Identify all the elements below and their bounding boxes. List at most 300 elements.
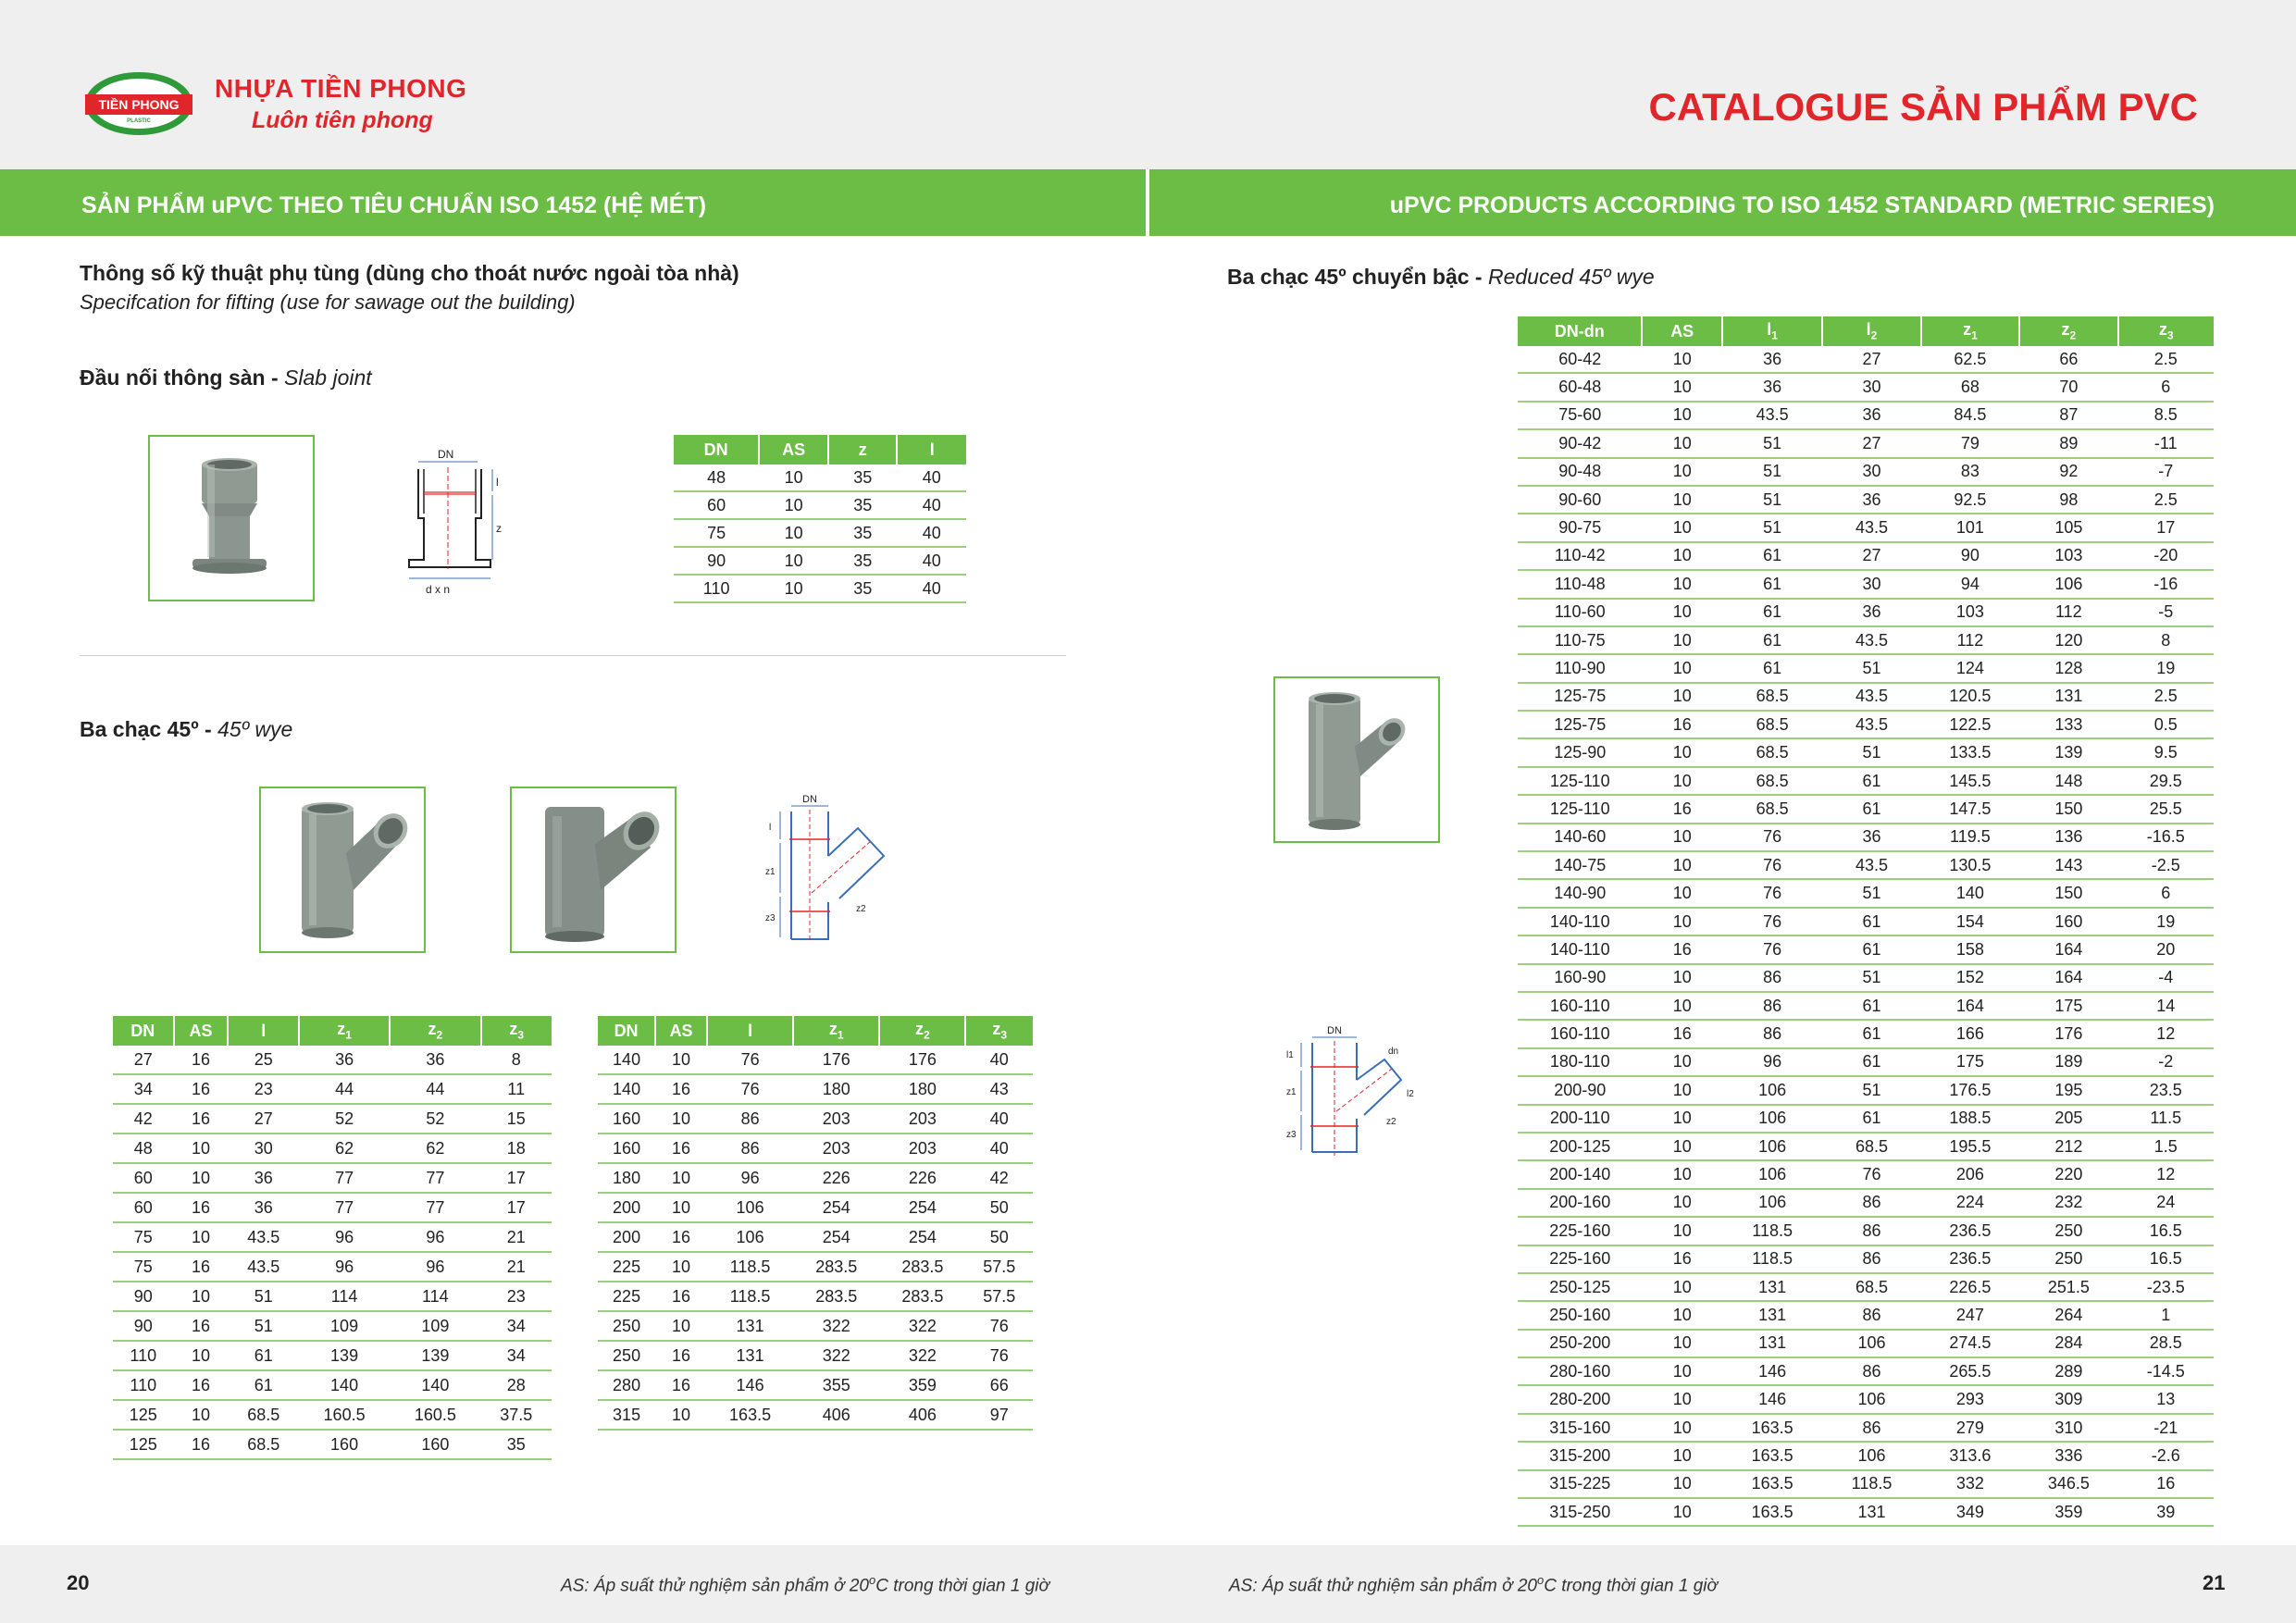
table-cell: 18	[481, 1134, 552, 1163]
table-cell: 180	[598, 1163, 655, 1193]
col-header: $z_3$	[965, 1016, 1033, 1046]
table-cell: 133	[2019, 711, 2117, 738]
table-cell: 90	[113, 1282, 174, 1311]
table-cell: 40	[965, 1046, 1033, 1074]
table-cell: 16	[655, 1134, 707, 1163]
table-cell: 163.5	[1722, 1414, 1822, 1442]
col-header: AS	[655, 1016, 707, 1046]
table-cell: 48	[674, 465, 759, 491]
table-cell: 10	[1642, 1273, 1721, 1301]
table-cell: 76	[1722, 879, 1822, 907]
table-row	[113, 1252, 552, 1282]
table-cell: 110	[113, 1370, 174, 1400]
table-cell: -16	[2118, 570, 2214, 598]
table-cell: 27	[1822, 542, 1920, 570]
col-header: $l_2$	[1822, 316, 1920, 346]
catalogue-title: CATALOGUE SẢN PHẨM PVC	[1648, 85, 2198, 129]
table-cell: 147.5	[1921, 795, 2019, 823]
table-row	[598, 1282, 1033, 1311]
table-cell: 200-160	[1518, 1189, 1642, 1217]
table-cell: 20	[2118, 935, 2214, 963]
table-cell: 76	[1722, 824, 1822, 851]
table-cell: 10	[1642, 599, 1721, 626]
table-row	[1518, 1020, 2214, 1047]
table-cell: 106	[2019, 570, 2117, 598]
page-number-right: 21	[2203, 1571, 2226, 1594]
table-cell: 16	[174, 1046, 229, 1074]
table-cell: 17	[2118, 514, 2214, 541]
table-cell: 96	[299, 1252, 390, 1282]
table-cell: 232	[2019, 1189, 2117, 1217]
table-row	[113, 1282, 552, 1311]
table-cell: 68.5	[1722, 683, 1822, 711]
table-cell: 61	[1822, 935, 1920, 963]
table-cell: 203	[879, 1134, 965, 1163]
table-cell: 86	[707, 1104, 793, 1134]
table-cell: 125-75	[1518, 683, 1642, 711]
table-cell: 61	[1822, 795, 1920, 823]
col-header: $z_1$	[299, 1016, 390, 1046]
table-cell: 322	[879, 1311, 965, 1341]
table-cell: 52	[299, 1104, 390, 1134]
svg-text:TIỀN PHONG: TIỀN PHONG	[98, 97, 180, 112]
table-cell: 62.5	[1921, 346, 2019, 373]
table-cell: 98	[2019, 486, 2117, 514]
table-cell: 61	[1822, 992, 1920, 1020]
table-cell: 43.5	[1822, 851, 1920, 879]
table-row	[674, 575, 966, 602]
table-cell: 10	[1642, 1105, 1721, 1133]
table-cell: 76	[1722, 908, 1822, 935]
table-cell: 10	[1642, 908, 1721, 935]
table-cell: 125	[113, 1430, 174, 1459]
table-cell: 2.5	[2118, 346, 2214, 373]
table-cell: 40	[965, 1134, 1033, 1163]
table-cell: 36	[1722, 346, 1822, 373]
table-cell: 274.5	[1921, 1330, 2019, 1357]
table-cell: 164	[1921, 992, 2019, 1020]
table-cell: 283.5	[793, 1282, 879, 1311]
table-cell: 254	[879, 1193, 965, 1222]
table-cell: 51	[1722, 486, 1822, 514]
svg-text:DN: DN	[1327, 1025, 1342, 1036]
table-cell: 61	[1722, 599, 1822, 626]
table-cell: -7	[2118, 458, 2214, 486]
table-cell: 310	[2019, 1414, 2117, 1442]
brand-slogan: Luôn tiên phong	[252, 107, 433, 133]
table-cell: 254	[879, 1222, 965, 1252]
table-cell: 51	[228, 1311, 298, 1341]
table-row	[1518, 1498, 2214, 1526]
table-cell: 96	[1722, 1048, 1822, 1076]
table-cell: 140	[598, 1046, 655, 1074]
table-cell: 16	[174, 1311, 229, 1341]
table-row	[674, 547, 966, 575]
table-cell: 359	[879, 1370, 965, 1400]
col-header: z	[828, 435, 898, 465]
svg-text:z: z	[496, 522, 502, 535]
table-cell: 128	[2019, 654, 2117, 682]
table-cell: 8	[481, 1046, 552, 1074]
table-cell: 160.5	[390, 1400, 480, 1430]
table-cell: 57.5	[965, 1282, 1033, 1311]
table-cell: 9.5	[2118, 738, 2214, 766]
table-cell: 160-90	[1518, 964, 1642, 992]
table-row	[1518, 1273, 2214, 1301]
table-cell: 250-160	[1518, 1301, 1642, 1329]
table-cell: 112	[2019, 599, 2117, 626]
table-cell: 86	[1822, 1357, 1920, 1385]
table-row	[1518, 1301, 2214, 1329]
table-cell: 10	[1642, 1189, 1721, 1217]
table-cell: 106	[1722, 1105, 1822, 1133]
table-cell: 61	[1822, 1020, 1920, 1047]
table-row	[113, 1341, 552, 1370]
wye45-title-en: 45º wye	[217, 717, 293, 741]
col-header: DN	[113, 1016, 174, 1046]
table-cell: 106	[1722, 1160, 1822, 1188]
table-cell: 106	[1722, 1076, 1822, 1104]
table-cell: 30	[1822, 458, 1920, 486]
table-cell: 336	[2019, 1442, 2117, 1469]
table-cell: 180-110	[1518, 1048, 1642, 1076]
table-cell: 236.5	[1921, 1245, 2019, 1273]
svg-text:DN: DN	[802, 794, 817, 805]
col-header: $z_3$	[2118, 316, 2214, 346]
table-cell: 10	[1642, 1160, 1721, 1188]
table-cell: 10	[1642, 964, 1721, 992]
table-cell: 10	[655, 1311, 707, 1341]
table-cell: 23.5	[2118, 1076, 2214, 1104]
page-footer	[0, 1545, 2296, 1623]
table-cell: 205	[2019, 1105, 2117, 1133]
table-cell: 51	[1822, 879, 1920, 907]
table-cell: 11	[481, 1074, 552, 1104]
table-cell: 51	[1822, 964, 1920, 992]
table-cell: 10	[1642, 429, 1721, 457]
table-cell: 19	[2118, 654, 2214, 682]
table-cell: 92	[2019, 458, 2117, 486]
table-cell: 51	[1822, 738, 1920, 766]
table-cell: 176	[879, 1046, 965, 1074]
table-cell: 10	[1642, 373, 1721, 401]
table-row	[674, 519, 966, 547]
table-cell: 36	[1822, 402, 1920, 429]
table-cell: 86	[1822, 1301, 1920, 1329]
table-cell: 140	[390, 1370, 480, 1400]
table-cell: 125	[113, 1400, 174, 1430]
table-cell: 164	[2019, 964, 2117, 992]
table-cell: 90-75	[1518, 514, 1642, 541]
table-cell: 61	[1822, 1105, 1920, 1133]
table-row	[1518, 683, 2214, 711]
table-cell: 27	[1822, 346, 1920, 373]
table-row	[1518, 1105, 2214, 1133]
table-cell: 139	[299, 1341, 390, 1370]
table-cell: 14	[2118, 992, 2214, 1020]
table-cell: 96	[390, 1252, 480, 1282]
table-cell: 176	[2019, 1020, 2117, 1047]
company-logo	[83, 70, 194, 137]
table-cell: 131	[1722, 1273, 1822, 1301]
table-cell: 120	[2019, 626, 2117, 654]
table-cell: 163.5	[707, 1400, 793, 1430]
table-row	[1518, 1160, 2214, 1188]
table-cell: 250-125	[1518, 1273, 1642, 1301]
table-cell: 110-90	[1518, 654, 1642, 682]
table-cell: 195.5	[1921, 1133, 2019, 1160]
table-cell: 110-42	[1518, 542, 1642, 570]
table-cell: 35	[828, 465, 898, 491]
table-cell: 283.5	[793, 1252, 879, 1282]
table-cell: 15	[481, 1104, 552, 1134]
table-row	[1518, 1245, 2214, 1273]
section-banner-right: uPVC PRODUCTS ACCORDING TO ISO 1452 STANDARD (METRIC SERIES)	[1149, 169, 2296, 236]
table-row	[1518, 964, 2214, 992]
table-cell: 86	[707, 1134, 793, 1163]
table-cell: -2.6	[2118, 1442, 2214, 1469]
spec-title: Thông số kỹ thuật phụ tùng (dùng cho thoát nước ngoài tòa nhà)	[80, 261, 739, 285]
table-cell: 10	[1642, 1470, 1721, 1498]
table-cell: 61	[228, 1341, 298, 1370]
table-cell: 86	[1822, 1414, 1920, 1442]
table-row	[1518, 570, 2214, 598]
table-cell: 118.5	[1822, 1470, 1920, 1498]
table-cell: 30	[1822, 373, 1920, 401]
table-cell: 283.5	[879, 1252, 965, 1282]
table-row	[1518, 1048, 2214, 1076]
table-cell: 28	[481, 1370, 552, 1400]
table-cell: 16	[655, 1370, 707, 1400]
table-cell: 21	[481, 1252, 552, 1282]
col-header: $z_1$	[1921, 316, 2019, 346]
table-cell: 43	[965, 1074, 1033, 1104]
table-cell: 195	[2019, 1076, 2117, 1104]
section-banner-left: SẢN PHẨM uPVC THEO TIÊU CHUẨN ISO 1452 (HỆ MÉT)	[0, 169, 1146, 236]
svg-text:z3: z3	[1286, 1130, 1297, 1140]
table-cell: 90-48	[1518, 458, 1642, 486]
table-cell: 280	[598, 1370, 655, 1400]
table-cell: 176.5	[1921, 1076, 2019, 1104]
table-row	[1518, 599, 2214, 626]
table-cell: -21	[2118, 1414, 2214, 1442]
table-cell: 250	[598, 1311, 655, 1341]
table-row	[598, 1400, 1033, 1430]
table-row	[1518, 935, 2214, 963]
table-cell: 200-110	[1518, 1105, 1642, 1133]
table-cell: 250-200	[1518, 1330, 1642, 1357]
col-header: $z_2$	[2019, 316, 2117, 346]
table-cell: 203	[793, 1134, 879, 1163]
table-cell: 10	[174, 1282, 229, 1311]
table-cell: 10	[174, 1134, 229, 1163]
table-cell: 96	[390, 1222, 480, 1252]
table-cell: -2.5	[2118, 851, 2214, 879]
slab-joint-title-vi: Đầu nối thông sàn -	[80, 365, 285, 390]
table-cell: 90	[674, 547, 759, 575]
reduced-wye-title-en: Reduced 45º wye	[1487, 265, 1655, 289]
table-cell: 77	[299, 1193, 390, 1222]
table-cell: 75	[113, 1252, 174, 1282]
table-row	[598, 1046, 1033, 1074]
table-cell: 118.5	[1722, 1217, 1822, 1245]
table-cell: 86	[1722, 992, 1822, 1020]
col-header: l	[707, 1016, 793, 1046]
table-cell: 355	[793, 1370, 879, 1400]
table-cell: 146	[1722, 1357, 1822, 1385]
table-row	[1518, 626, 2214, 654]
table-row	[598, 1193, 1033, 1222]
table-row	[1518, 402, 2214, 429]
table-cell: 2.5	[2118, 486, 2214, 514]
table-cell: 61	[1822, 767, 1920, 795]
col-header: AS	[174, 1016, 229, 1046]
table-cell: 13	[2118, 1385, 2214, 1413]
table-cell: 90	[1921, 542, 2019, 570]
table-row	[598, 1074, 1033, 1104]
table-cell: 106	[707, 1222, 793, 1252]
table-cell: 114	[299, 1282, 390, 1311]
table-cell: -5	[2118, 599, 2214, 626]
table-cell: 16	[174, 1370, 229, 1400]
table-cell: 293	[1921, 1385, 2019, 1413]
brand-name: NHỰA TIỀN PHONG	[215, 74, 467, 103]
table-cell: 16.5	[2118, 1245, 2214, 1273]
table-cell: 10	[174, 1222, 229, 1252]
table-cell: 160	[2019, 908, 2117, 935]
table-cell: 130.5	[1921, 851, 2019, 879]
table-cell: 309	[2019, 1385, 2117, 1413]
wye45-table-2	[598, 1016, 1033, 1431]
table-row	[1518, 767, 2214, 795]
table-cell: 68.5	[1722, 711, 1822, 738]
table-cell: 164	[2019, 935, 2117, 963]
table-cell: 61	[1722, 626, 1822, 654]
table-cell: 140-75	[1518, 851, 1642, 879]
table-row	[598, 1134, 1033, 1163]
table-cell: 225-160	[1518, 1217, 1642, 1245]
table-cell: 10	[1642, 402, 1721, 429]
table-cell: 10	[1642, 738, 1721, 766]
svg-text:l: l	[769, 823, 772, 833]
table-cell: 203	[793, 1104, 879, 1134]
table-cell: 12	[2118, 1020, 2214, 1047]
table-cell: 406	[793, 1400, 879, 1430]
table-cell: 250	[2019, 1245, 2117, 1273]
table-row	[1518, 486, 2214, 514]
table-cell: 160-110	[1518, 992, 1642, 1020]
table-cell: 17	[481, 1193, 552, 1222]
table-cell: 163.5	[1722, 1442, 1822, 1469]
table-cell: 97	[965, 1400, 1033, 1430]
table-cell: 10	[1642, 879, 1721, 907]
table-cell: 43.5	[228, 1252, 298, 1282]
table-cell: 51	[1822, 1076, 1920, 1104]
table-cell: 16	[1642, 795, 1721, 823]
col-header: DN-dn	[1518, 316, 1642, 346]
table-cell: 106	[1722, 1133, 1822, 1160]
table-cell: 146	[1722, 1385, 1822, 1413]
table-cell: 10	[1642, 486, 1721, 514]
table-cell: 280-160	[1518, 1357, 1642, 1385]
wye45-photo-2	[510, 787, 676, 953]
table-cell: 61	[1722, 542, 1822, 570]
table-cell: 406	[879, 1400, 965, 1430]
wye45-title	[80, 717, 292, 742]
svg-text:z2: z2	[1386, 1117, 1396, 1127]
table-cell: 315-200	[1518, 1442, 1642, 1469]
col-header: $z_1$	[793, 1016, 879, 1046]
table-cell: 40	[897, 547, 966, 575]
table-row	[113, 1046, 552, 1074]
table-cell: 10	[1642, 1330, 1721, 1357]
table-cell: 39	[2118, 1498, 2214, 1526]
table-cell: 16	[174, 1074, 229, 1104]
table-cell: 28.5	[2118, 1330, 2214, 1357]
table-cell: 23	[228, 1074, 298, 1104]
footnote-left: AS: Áp suất thử nghiệm sản phẩm ở 20$^o$C trong thời gian 1 giờ	[561, 1573, 1049, 1596]
table-cell: 10	[1642, 1076, 1721, 1104]
table-row	[1518, 1133, 2214, 1160]
table-cell: 279	[1921, 1414, 2019, 1442]
table-cell: 131	[2019, 683, 2117, 711]
table-cell: 2.5	[2118, 683, 2214, 711]
table-cell: 19	[2118, 908, 2214, 935]
table-cell: 61	[1822, 1048, 1920, 1076]
table-cell: 79	[1921, 429, 2019, 457]
table-cell: 264	[2019, 1301, 2117, 1329]
table-cell: 180	[879, 1074, 965, 1104]
table-row	[598, 1222, 1033, 1252]
table-cell: 94	[1921, 570, 2019, 598]
table-cell: 247	[1921, 1301, 2019, 1329]
table-cell: 120.5	[1921, 683, 2019, 711]
table-cell: 76	[965, 1341, 1033, 1370]
slab-joint-title-en: Slab joint	[284, 365, 372, 390]
table-cell: 84.5	[1921, 402, 2019, 429]
table-row	[113, 1193, 552, 1222]
table-cell: 1	[2118, 1301, 2214, 1329]
table-row	[1518, 1217, 2214, 1245]
table-cell: 10	[1642, 626, 1721, 654]
table-cell: 10	[1642, 346, 1721, 373]
table-cell: 10	[1642, 1133, 1721, 1160]
reduced-wye-photo	[1273, 676, 1440, 843]
table-row	[113, 1074, 552, 1104]
reduced-wye-title-vi: Ba chạc 45º chuyển bậc -	[1227, 265, 1488, 289]
table-cell: 136	[2019, 824, 2117, 851]
table-cell: 225	[598, 1252, 655, 1282]
col-header: $z_2$	[879, 1016, 965, 1046]
table-cell: 143	[2019, 851, 2117, 879]
table-cell: -14.5	[2118, 1357, 2214, 1385]
table-cell: 139	[390, 1341, 480, 1370]
table-cell: -11	[2118, 429, 2214, 457]
table-cell: 89	[2019, 429, 2117, 457]
table-cell: 16	[1642, 711, 1721, 738]
table-cell: 50	[965, 1193, 1033, 1222]
table-cell: 131	[707, 1311, 793, 1341]
table-cell: 25.5	[2118, 795, 2214, 823]
table-row	[1518, 429, 2214, 457]
table-cell: 10	[1642, 1217, 1721, 1245]
table-cell: 280-200	[1518, 1385, 1642, 1413]
table-cell: 16	[1642, 1245, 1721, 1273]
table-cell: 16	[655, 1074, 707, 1104]
col-header: $l_1$	[1722, 316, 1822, 346]
table-cell: 70	[2019, 373, 2117, 401]
table-row	[1518, 908, 2214, 935]
